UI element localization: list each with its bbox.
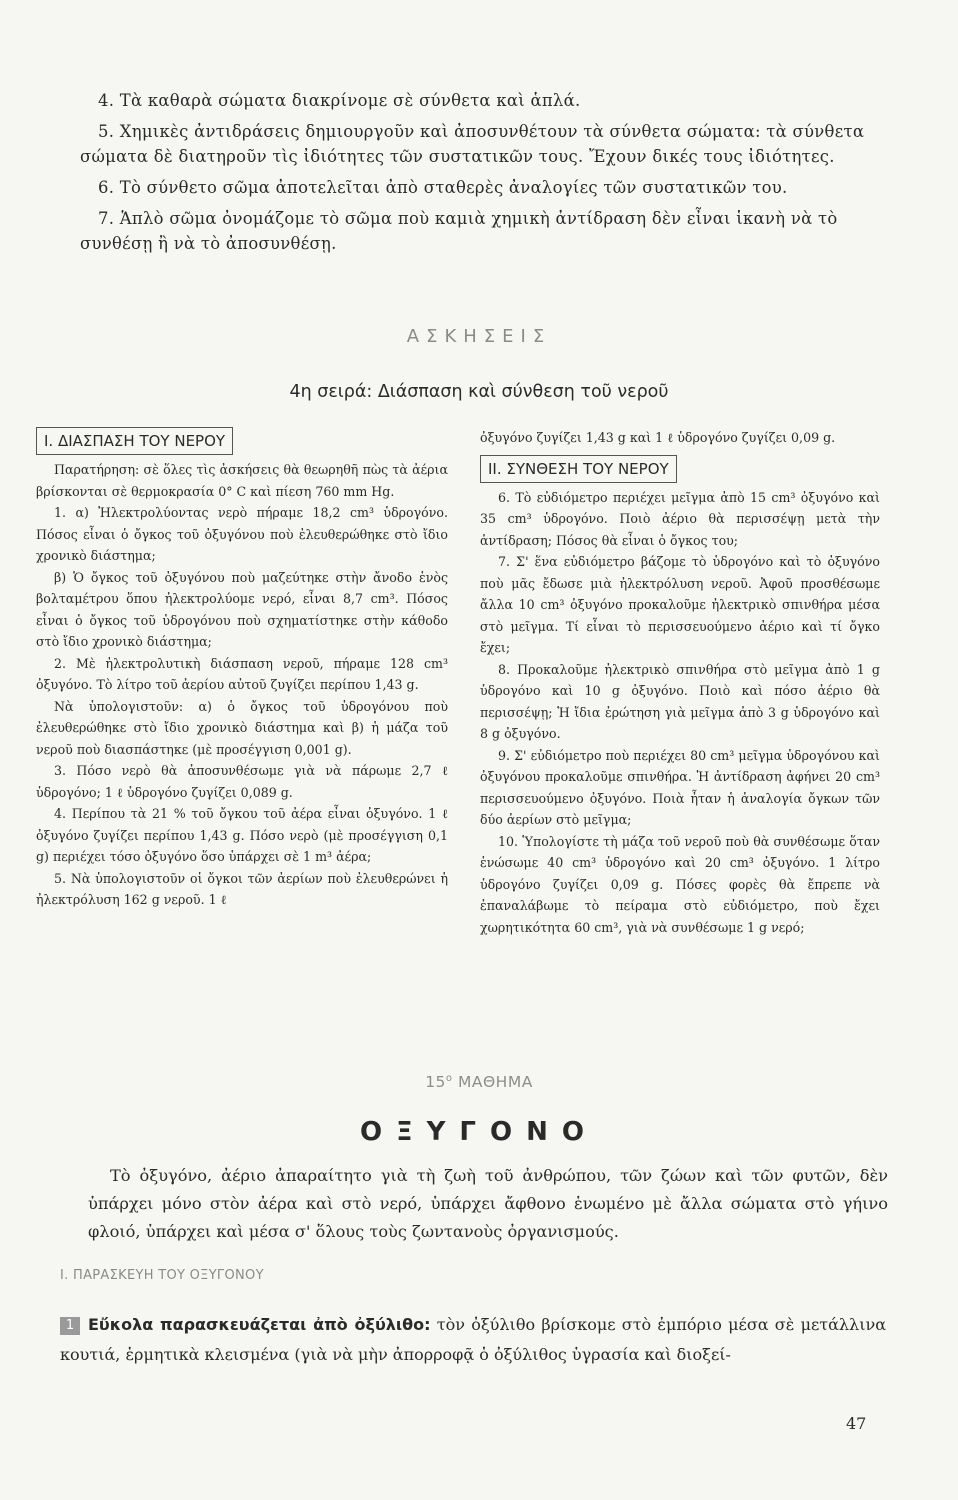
exercise-6: 6. Τὸ εὐδιόμετρο περιέχει μεῖγμα ἀπὸ 15 cm³ ὀξυγόνο καὶ 35 cm³ ὑδρογόνο. Ποιὸ ἀέριο θὰ περισσέψῃ μετὰ τὴν ἀντίδραση; Πόσος θὰ εἶναι ὁ ὄγκος του;: [480, 489, 880, 548]
exercise-4: 4. Περίπου τὰ 21 % τοῦ ὄγκου τοῦ ἀέρα εἶναι ὀξυγόνο. 1 ℓ ὀξυγόνο ζυγίζει περίπου 1,43 g. Πόσο νερὸ (μὲ προσέγγιση 0,1 g) περιέχει τόσο ὀξυγόνο ὅσο ὑπάρχει σὲ 1 m³ ἀέρα;: [36, 806, 448, 864]
exercise-2: 2. Μὲ ἠλεκτρολυτικὴ διάσπαση νεροῦ, πήραμε 128 cm³ ὀξυγόνο. Τὸ λίτρο τοῦ ἀερίου αὐτοῦ ζυγίζει περίπου 1,43 g.: [36, 655, 448, 692]
series-title: 4η σειρά: Διάσπαση καὶ σύνθεση τοῦ νεροῦ: [289, 382, 669, 402]
summary-item-5: 5. Χημικὲς ἀντιδράσεις δημιουργοῦν καὶ ἀποσυνθέτουν τὰ σύνθετα σώματα: τὰ σύνθετα σώματα δὲ διατηροῦν τὶς ἰδιότητες τῶν συστατικῶν τους. Ἔχουν δικές τους ἰδιότητες.: [80, 122, 865, 166]
summary-item-6: 6. Τὸ σύνθετο σῶμα ἀποτελεῖται ἀπὸ σταθερὲς ἀναλογίες τῶν συστατικῶν του.: [98, 178, 788, 197]
exercise-10: 10. Ὑπολογίστε τὴ μάζα τοῦ νεροῦ ποὺ θὰ συνθέσωμε ὅταν ἑνώσωμε 40 cm³ ὑδρογόνο καὶ 20 cm³ ὀξυγόνο. 1 λίτρο ὑδρογόνο ζυγίζει 0,09 g. Πόσες φορὲς θὰ ἔπρεπε νὰ ἐπαναλάβωμε τὸ πείραμα στὸ εὐδιόμετρο, ποὺ ἔχει χωρητικότητα 60 cm³, γιὰ νὰ συνθέσωμε 1 g νερό;: [480, 833, 880, 935]
summary-item-4: 4. Τὰ καθαρὰ σώματα διακρίνομε σὲ σύνθετα καὶ ἁπλά.: [98, 91, 581, 110]
lesson-ordinal: ο: [445, 1073, 453, 1084]
exercises-title: ΑΣΚΗΣΕΙΣ: [406, 326, 552, 347]
chapter-title: ΟΞΥΓΟΝΟ: [360, 1117, 598, 1147]
paragraph-number-badge: 1: [60, 1317, 80, 1335]
exercise-note: Παρατήρηση: σὲ ὅλες τὶς ἀσκήσεις θὰ θεωρηθῆ πὼς τὰ ἀέρια βρίσκονται σὲ θερμοκρασία 0° C καὶ πίεση 760 mm Hg.: [36, 462, 448, 499]
preparation-paragraph: [60, 1310, 886, 1370]
exercise-5-continued: ὀξυγόνο ζυγίζει 1,43 g καὶ 1 ℓ ὑδρογόνο ζυγίζει 0,09 g.: [480, 430, 836, 445]
lesson-number: 15: [425, 1073, 446, 1092]
exercise-9: 9. Σ' εὐδιόμετρο ποὺ περιέχει 80 cm³ μεῖγμα ὑδρογόνου καὶ ὀξυγόνου προκαλοῦμε σπινθήρα. Ἡ ἀντίδραση ἀφήνει 20 cm³ περισσευούμενο ὀξυγόνο. Ποιὰ ἦταν ἡ ἀναλογία ὄγκων τῶν δύο ἀερίων στὸ μεῖγμα;: [480, 747, 880, 827]
preparation-heading: I. ΠΑΡΑΣΚΕΥΗ ΤΟΥ ΟΞΥΓΟΝΟΥ: [60, 1268, 264, 1283]
intro-summary: [80, 88, 880, 262]
oxygen-intro: Τὸ ὀξυγόνο, ἀέριο ἀπαραίτητο γιὰ τὴ ζωὴ τοῦ ἀνθρώπου, τῶν ζώων καὶ τῶν φυτῶν, δὲν ὑπάρχει μόνο στὸν ἀέρα καὶ στὸ νερό, ὑπάρχει ἄφθονο ἑνωμένο μὲ ἄλλα σώματα στὸ γήινο φλοιό, ὑπάρχει καὶ μέσα σ' ὅλους τοὺς ζωντανοὺς ὀργανισμούς.: [88, 1166, 888, 1241]
exercise-7: 7. Σ' ἕνα εὐδιόμετρο βάζομε τὸ ὑδρογόνο καὶ τὸ ὀξυγόνο ποὺ μᾶς ἔδωσε μιὰ ἠλεκτρόλυση νεροῦ. Ἀφοῦ προσθέσωμε ἄλλα 10 cm³ ὀξυγόνο προκαλοῦμε ἠλεκτρικὸ σπινθήρα μέσα στὸ μεῖγμα. Τί εἶναι τὸ περισσευούμενο ἀέριο καὶ τί ὄγκο ἔχει;: [480, 554, 880, 655]
exercise-2-question: Νὰ ὑπολογιστοῦν: α) ὁ ὄγκος τοῦ ὑδρογόνου ποὺ ἐλευθερώθηκε στὸ ἴδιο χρονικὸ διάστημα καὶ β) ἡ μάζα τοῦ νεροῦ ποὺ διασπάστηκε (μὲ προσέγγιση 0,001 g).: [36, 698, 448, 757]
page-number: 47: [846, 1414, 867, 1433]
lesson-label: [0, 1073, 958, 1091]
exercise-8: 8. Προκαλοῦμε ἠλεκτρικὸ σπινθήρα στὸ μεῖγμα ἀπὸ 1 g ὑδρογόνο καὶ 10 g ὀξυγόνο. Ποιὸ καὶ πόσο ἀέριο θὰ περισσέψῃ; Ἡ ἴδια ἐρώτηση γιὰ μεῖγμα ἀπὸ 3 g ὑδρογόνο καὶ 8 g ὀξυγόνο.: [480, 661, 880, 741]
section-heading-decomposition: I. ΔΙΑΣΠΑΣΗ ΤΟΥ ΝΕΡΟΥ: [36, 427, 233, 455]
section-heading-synthesis: II. ΣΥΝΘΕΣΗ ΤΟΥ ΝΕΡΟΥ: [480, 455, 677, 483]
preparation-text: τὸν ὀξύλιθο βρίσκομε στὸ ἐμπόριο μέσα σὲ μετάλλινα κουτιά, ἑρμητικὰ κλεισμένα (γιὰ νὰ μὴν ἀπορροφᾷ ὁ ὀξύλιθος ὑγρασία καὶ διοξεί-: [60, 1315, 886, 1364]
exercise-3: 3. Πόσο νερὸ θὰ ἀποσυνθέσωμε γιὰ νὰ πάρωμε 2,7 ℓ ὑδρογόνο; 1 ℓ ὑδρογόνο ζυγίζει 0,089 g.: [36, 763, 448, 800]
preparation-lead: Εὔκολα παρασκευάζεται ἀπὸ ὀξύλιθο:: [88, 1315, 431, 1334]
right-column: [480, 427, 880, 938]
exercise-1a: 1. α) Ἠλεκτρολύοντας νερὸ πήραμε 18,2 cm³ ὑδρογόνο. Πόσος εἶναι ὁ ὄγκος τοῦ ὀξυγόνου ποὺ ἐλευθερώθηκε στὸ ἴδιο χρονικὸ διάστημα;: [36, 505, 448, 563]
left-column: [36, 427, 448, 911]
exercise-5: 5. Νὰ ὑπολογιστοῦν οἱ ὄγκοι τῶν ἀερίων ποὺ ἐλευθερώνει ἡ ἠλεκτρόλυση 162 g νεροῦ. 1 ℓ: [36, 870, 448, 907]
summary-item-7: 7. Ἁπλὸ σῶμα ὀνομάζομε τὸ σῶμα ποὺ καμιὰ χημικὴ ἀντίδραση δὲν εἶναι ἱκανὴ νὰ τὸ συνθέσῃ ἢ νὰ τὸ ἀποσυνθέσῃ.: [80, 209, 838, 253]
lesson-word: ΜΑΘΗΜΑ: [457, 1073, 533, 1092]
exercise-1b: β) Ὁ ὄγκος τοῦ ὀξυγόνου ποὺ μαζεύτηκε στὴν ἄνοδο ἑνὸς βολταμέτρου ὅπου ἠλεκτρολύομε νερό, εἶναι 8,7 cm³. Πόσος εἶναι ὁ ὄγκος τοῦ ὑδρογόνου ποὺ σχηματίστηκε στὴν κάθοδο στὸ ἴδιο χρονικὸ διάστημα;: [36, 569, 448, 649]
